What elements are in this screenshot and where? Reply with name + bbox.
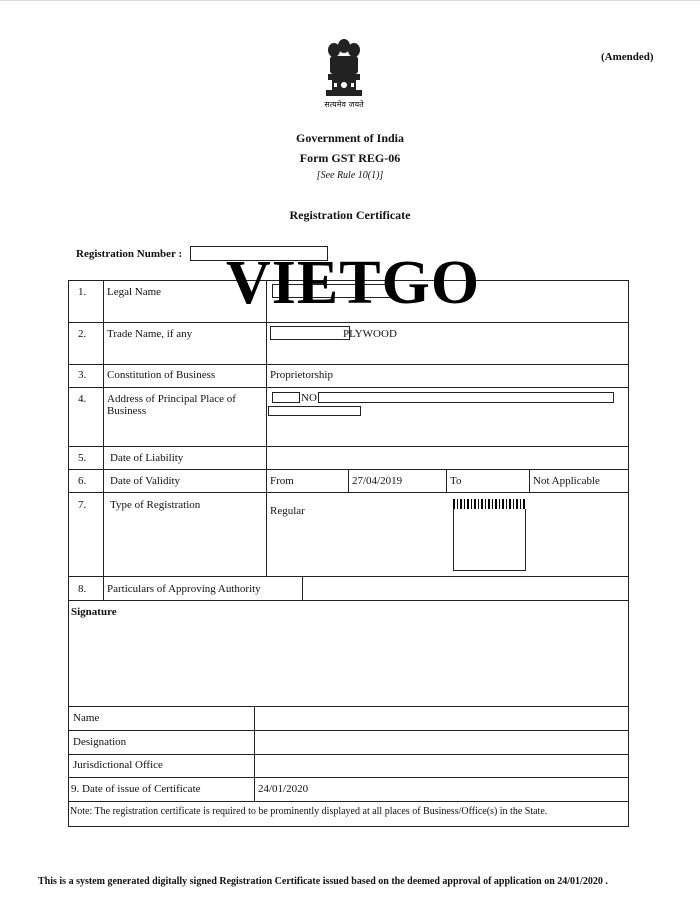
table-rule <box>68 387 629 388</box>
row-number: 5. <box>78 452 87 464</box>
table-rule <box>348 469 349 492</box>
national-emblem-icon <box>318 36 370 112</box>
table-rule <box>266 280 267 577</box>
table-rule <box>68 364 629 365</box>
table-rule <box>68 730 629 731</box>
table-rule <box>68 754 629 755</box>
table-rule <box>254 706 255 801</box>
issue-date-label: 9. Date of issue of Certificate <box>71 783 201 795</box>
footer-statement: This is a system generated digitally signed Registration Certificate issued based on the deemed approval of application on 24/01/2020 . <box>38 876 608 887</box>
issue-date-value: 24/01/2020 <box>258 783 309 795</box>
trade-name-value: PLYWOOD <box>343 328 397 340</box>
validity-from-label: From <box>270 475 294 487</box>
designation-label: Designation <box>73 736 127 748</box>
jurisdictional-office-label: Jurisdictional Office <box>73 759 163 771</box>
emblem-caption: सत्यमेव जयते <box>324 100 364 109</box>
row-number: 2. <box>78 328 87 340</box>
type-of-registration-label: Type of Registration <box>110 499 201 511</box>
validity-to-label: To <box>450 475 462 487</box>
date-of-liability-label: Date of Liability <box>110 452 184 464</box>
signature-label: Signature <box>71 606 117 618</box>
government-heading: Government of India <box>296 131 404 145</box>
address-label: Address of Principal Place of Business <box>107 393 236 417</box>
address-value: NO <box>301 392 317 404</box>
form-heading: Form GST REG-06 <box>299 151 401 165</box>
row-number: 6. <box>78 475 87 487</box>
table-rule <box>529 469 530 492</box>
table-rule <box>68 801 629 802</box>
qr-code-icon <box>453 499 526 509</box>
page-top-border <box>0 0 700 1</box>
row-number: 3. <box>78 369 87 381</box>
signature-block <box>68 600 629 707</box>
table-rule <box>68 777 629 778</box>
amended-label: (Amended) <box>601 51 654 63</box>
table-rule <box>68 322 629 323</box>
row-number: 4. <box>78 393 87 405</box>
qr-code-redaction <box>453 501 526 571</box>
name-label: Name <box>73 712 100 724</box>
table-rule <box>68 446 629 447</box>
trade-name-redaction <box>270 326 350 340</box>
approving-authority-label: Particulars of Approving Authority <box>107 583 261 595</box>
registration-number-label: Registration Number : <box>76 248 183 260</box>
table-rule <box>103 280 104 577</box>
row-number: 1. <box>78 286 87 298</box>
trade-name-label: Trade Name, if any <box>107 328 193 340</box>
type-of-registration-value: Regular <box>270 505 305 517</box>
constitution-label: Constitution of Business <box>107 369 216 381</box>
table-rule <box>68 492 629 493</box>
row-number: 8. <box>78 583 87 595</box>
validity-to-value: Not Applicable <box>533 475 600 487</box>
vietgo-watermark: VIETGO <box>226 249 481 317</box>
constitution-value: Proprietorship <box>270 369 333 381</box>
validity-from-value: 27/04/2019 <box>352 475 403 487</box>
certificate-title: Registration Certificate <box>289 208 411 222</box>
row-number: 7. <box>78 499 87 511</box>
table-rule <box>103 576 104 601</box>
address-redaction <box>318 392 614 403</box>
legal-name-label: Legal Name <box>107 286 162 298</box>
rule-reference: [See Rule 10(1)] <box>316 170 384 181</box>
table-rule <box>302 576 303 601</box>
address-redaction <box>268 406 361 416</box>
address-redaction <box>272 392 300 403</box>
display-note: Note: The registration certificate is required to be prominently displayed at all places of Business/Office(s) in the State. <box>70 806 548 817</box>
table-rule <box>446 469 447 492</box>
date-of-validity-label: Date of Validity <box>110 475 181 487</box>
details-table-border <box>68 280 629 577</box>
